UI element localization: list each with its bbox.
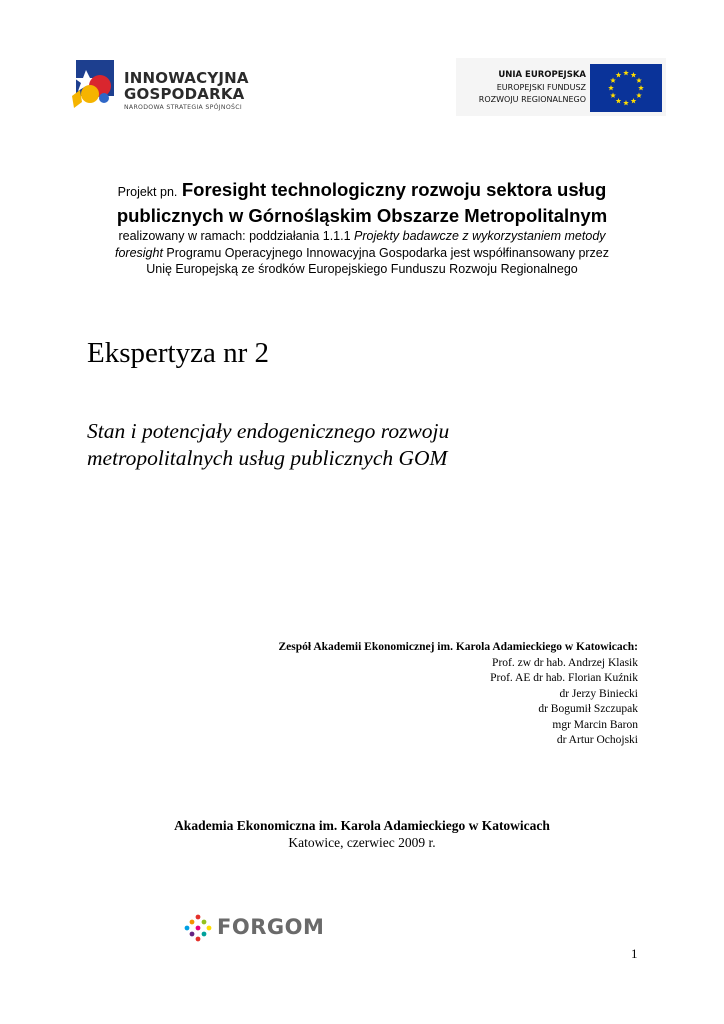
forgom-wordmark: FORGOM <box>217 915 325 939</box>
innowacyjna-line1: INNOWACYJNA <box>124 69 249 87</box>
innowacyjna-line2: GOSPODARKA <box>124 85 245 103</box>
place-date: Katowice, czerwiec 2009 r. <box>288 835 436 850</box>
project-body-3: Unię Europejską ze środków Europejskiego Funduszu Rozwoju Regionalnego <box>146 262 578 276</box>
project-prefix: Projekt pn. <box>117 185 178 199</box>
forgom-dots-icon <box>184 914 212 942</box>
document-subtitle <box>87 418 647 472</box>
innowacyjna-gospodarka-emblem-icon <box>68 56 120 118</box>
forgom-logo <box>184 912 325 946</box>
project-body-2: Programu Operacyjnego Innowacyjna Gospodarka jest współfinansowany przez <box>162 245 610 260</box>
subtitle-line1: Stan i potencjały endogenicznego rozwoju <box>87 419 450 443</box>
innowacyjna-gospodarka-logo <box>68 56 278 118</box>
innowacyjna-subtitle: NARODOWA STRATEGIA SPÓJNOŚCI <box>124 104 242 111</box>
institution-block <box>60 817 664 851</box>
team-member: Prof. zw dr hab. Andrzej Klasik <box>492 656 638 669</box>
eu-line3: ROZWOJU REGIONALNEGO <box>478 95 586 104</box>
project-title-part2: publicznych w Górnośląskim Obszarze Metropolitalnym <box>116 205 608 226</box>
subtitle-line2: metropolitalnych usług publicznych GOM <box>87 446 448 470</box>
eu-line1: UNIA EUROPEJSKA <box>498 70 586 80</box>
institution-name: Akademia Ekonomiczna im. Karola Adamieckiego w Katowicach <box>174 818 550 833</box>
team-member: dr Artur Ochojski <box>556 734 638 746</box>
team-member: Prof. AE dr hab. Florian Kuźnik <box>490 672 638 684</box>
team-member: mgr Marcin Baron <box>552 718 638 731</box>
document-title: Ekspertyza nr 2 <box>87 337 269 369</box>
team-member: dr Bogumił Szczupak <box>538 703 638 715</box>
project-body-1: realizowany w ramach: poddziałania 1.1.1 <box>118 229 355 243</box>
team-member: dr Jerzy Biniecki <box>559 687 638 700</box>
project-description <box>60 228 664 278</box>
eu-flag-icon <box>590 64 662 112</box>
project-block <box>60 178 664 278</box>
eu-line2: EUROPEJSKI FUNDUSZ <box>496 83 586 92</box>
project-body-italic-2: foresight <box>114 245 163 260</box>
team-block <box>279 640 638 749</box>
eu-logo <box>456 58 666 116</box>
team-heading: Zespół Akademii Ekonomicznej im. Karola Adamieckiego w Katowicach: <box>278 641 638 653</box>
project-title-part1: Foresight technologiczny rozwoju sektora usług <box>181 179 607 200</box>
page-number: 1 <box>631 946 638 961</box>
project-body-italic-1: Projekty badawcze z wykorzystaniem metody <box>354 229 606 243</box>
